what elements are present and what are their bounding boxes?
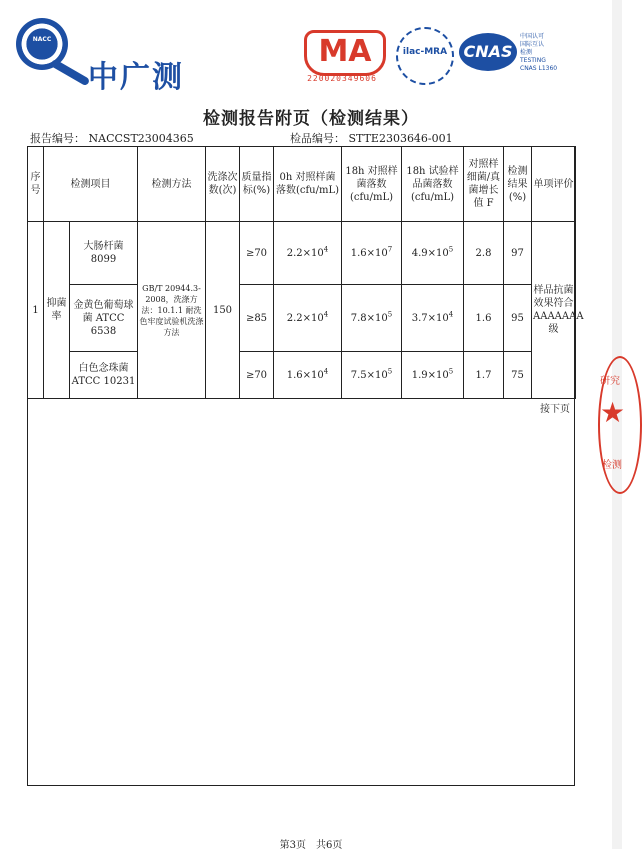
cnas-info (520, 33, 557, 73)
header-item: 检测项目 (44, 147, 138, 222)
stamp-text-bottom: 检测 (602, 460, 622, 471)
t18-cell (402, 285, 464, 352)
sample-number-label: 检品编号： (290, 132, 345, 145)
page-title: 检测报告附页（检测结果） (203, 109, 419, 129)
header-method: 检测方法 (138, 147, 206, 222)
value-base: 1.9×10 (411, 369, 449, 381)
method-cell: GB/T 20944.3-2008，洗涤方法：10.1.1 耐洗色牢度试验机洗涤方法 (138, 222, 206, 399)
t18-cell (402, 352, 464, 399)
c18-cell (342, 352, 402, 399)
result-cell: 95 (504, 285, 532, 352)
cma-logo: MA (304, 30, 386, 76)
header-washes: 洗涤次数(次) (206, 147, 240, 222)
report-number (30, 130, 194, 146)
nacc-swoosh-icon (50, 59, 90, 87)
organism-cell: 白色念珠菌 ATCC 10231 (70, 352, 138, 399)
value-base: 7.8×10 (350, 312, 388, 324)
t18-cell (402, 222, 464, 285)
header-growth: 对照样细菌/真菌增长值 F (464, 147, 504, 222)
table-row (28, 352, 576, 399)
value-base: 1.6×10 (350, 247, 388, 259)
value-exponent: 5 (448, 367, 454, 376)
value-base: 1.6×10 (286, 369, 324, 381)
ilac-mark: ilac-MRA (402, 47, 448, 57)
value-exponent: 4 (323, 245, 329, 254)
value-exponent: 4 (323, 310, 329, 319)
cnas-info-line: CNAS L1360 (520, 65, 558, 72)
results-table (27, 146, 584, 399)
header-row (28, 147, 576, 222)
quality-cell: ≥70 (240, 352, 274, 399)
report-number-value: NACCST23004365 (88, 132, 194, 145)
star-icon: ★ (600, 396, 626, 429)
value-base: 7.5×10 (350, 369, 388, 381)
header-18h-test: 18h 试验样品菌落数(cfu/mL) (402, 147, 464, 222)
value-exponent: 5 (448, 245, 454, 254)
report-number-label: 报告编号： (30, 132, 85, 145)
value-base: 3.7×10 (411, 312, 449, 324)
organism-cell: 金黄色葡萄球菌 ATCC 6538 (70, 285, 138, 352)
header-0h-control: 0h 对照样菌落数(cfu/mL) (274, 147, 342, 222)
nacc-name: 中广测 (88, 60, 184, 95)
item-cell: 抑菌率 (44, 222, 70, 399)
value-exponent: 5 (387, 367, 393, 376)
cnas-info-line: 国际互认 (520, 41, 545, 48)
cnas-logo: CNAS (459, 33, 517, 71)
c18-cell (342, 222, 402, 285)
value-base: 2.2×10 (286, 312, 324, 324)
header-seq: 序号 (28, 147, 44, 222)
quality-cell: ≥70 (240, 222, 274, 285)
value-exponent: 4 (448, 310, 454, 319)
result-cell: 97 (504, 222, 532, 285)
cma-number: 220020349606 (307, 74, 377, 83)
nacc-badge-text: NACC (32, 36, 52, 43)
sample-number-value: STTE2303646-001 (348, 132, 453, 145)
c0h-cell (274, 222, 342, 285)
header-quality: 质量指标(%) (240, 147, 274, 222)
table-row (28, 222, 576, 285)
value-base: 4.9×10 (411, 247, 449, 259)
stamp-text-top: 研究 (600, 376, 620, 387)
cnas-info-line: 检测 (520, 49, 533, 56)
growth-cell: 2.8 (464, 222, 504, 285)
cnas-info-line: 中国认可 (520, 33, 545, 40)
quality-cell: ≥85 (240, 285, 274, 352)
cnas-info-line: TESTING (520, 57, 546, 64)
c18-cell (342, 285, 402, 352)
growth-cell: 1.7 (464, 352, 504, 399)
value-exponent: 7 (387, 245, 393, 254)
evaluation-cell: 样品抗菌效果符合AAAAAAA级 (532, 222, 576, 399)
seq-cell: 1 (28, 222, 44, 399)
sample-number (290, 130, 453, 146)
value-exponent: 5 (387, 310, 393, 319)
value-base: 2.2×10 (286, 247, 324, 259)
washes-cell: 150 (206, 222, 240, 399)
nacc-logo (16, 18, 206, 95)
c0h-cell (274, 352, 342, 399)
c0h-cell (274, 285, 342, 352)
header-18h-control: 18h 对照样菌落数(cfu/mL) (342, 147, 402, 222)
header-eval: 单项评价 (532, 147, 576, 222)
table-row (28, 285, 576, 352)
value-exponent: 4 (323, 367, 329, 376)
organism-cell: 大肠杆菌 8099 (70, 222, 138, 285)
page-footer: 第3页 共6页 (279, 840, 343, 851)
continued-note: 接下页 (540, 404, 570, 415)
growth-cell: 1.6 (464, 285, 504, 352)
header-result: 检测结果(%) (504, 147, 532, 222)
result-cell: 75 (504, 352, 532, 399)
